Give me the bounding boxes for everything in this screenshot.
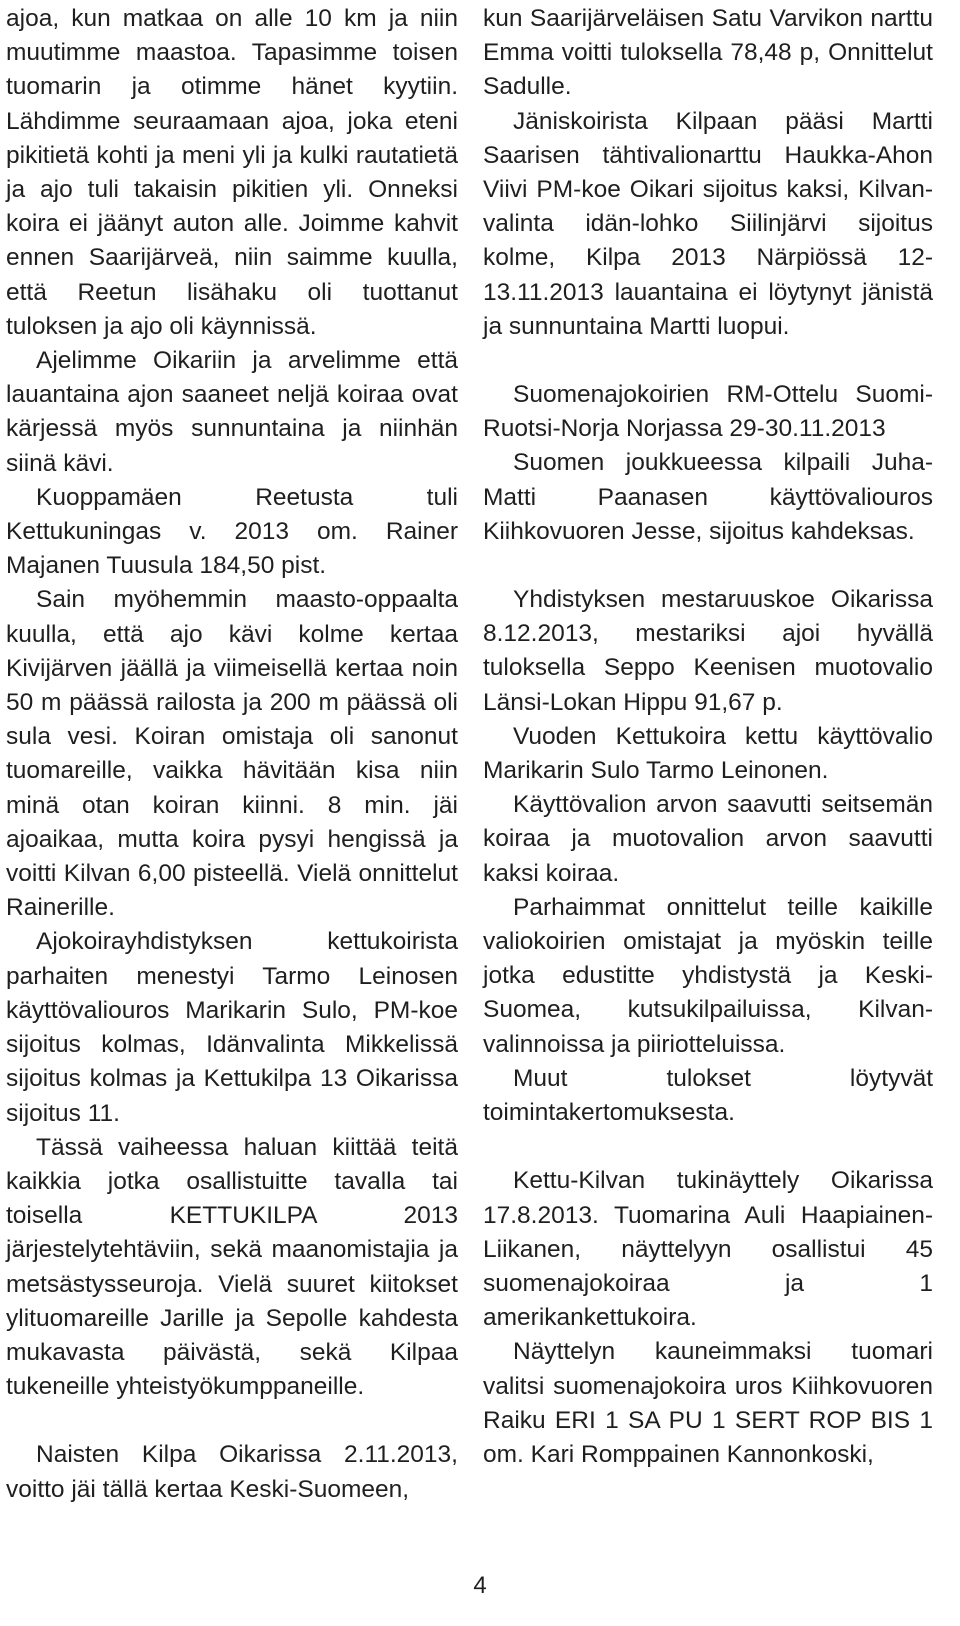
paragraph: Tässä vaiheessa haluan kiittää teitä kaikkia jotka osallistuitte tavalla tai toisella KETTUKILPA 2013 järjestelytehtäviin, sekä maanomistajia ja metsästysseuroja. Vielä suuret kiitokset ylituomareille Jarille ja Sepolle kahdesta mukavasta päivästä, sekä Kilpaa tukeneille yhteistyökumppaneille. (6, 1133, 458, 1401)
paragraph: kun Saarijärveläisen Satu Varvikon narttu Emma voitti tuloksella 78,48 p, Onnittelut Sadulle. (483, 5, 933, 101)
paragraph: Ajokoirayhdistyksen kettukoirista parhaiten menestyi Tarmo Leinosen käyttövaliouros Marikarin Sulo, PM-koe sijoitus kolmas, Idänvalinta Mikkelissä sijoitus kolmas ja Kettukilpa 13 Oikarissa sijoitus 11. (6, 928, 458, 1127)
section-heading: Suomenajokoirien RM-Ottelu Suomi-Ruotsi-Norja Norjassa 29-30.11.2013 (483, 381, 933, 443)
paragraph: Sain myöhemmin maasto-oppaalta kuulla, että ajo kävi kolme kertaa Kivijärven jäällä ja viimeisellä kertaa noin 50 m päässä railosta ja 200 m päässä oli sula vesi. Koiran omistaja oli sanonut tuomareille, vaikka hävitään kisa niin minä otan koiran kiinni. 8 min. jäi ajoaikaa, mutta koira pysyi hengissä ja voitti Kilvan 6,00 pisteellä. Vielä onnittelut Rainerille. (6, 586, 458, 922)
right-column (483, 2, 933, 1472)
paragraph: Suomen joukkueessa kilpaili Juha-Matti Paanasen käyttövaliouros Kiihkovuoren Jesse, sijoitus kahdeksas. (483, 449, 933, 545)
paragraph: Muut tulokset löytyvät toimintakertomuksesta. (483, 1064, 933, 1127)
paragraph: Käyttövalion arvon saavutti seitsemän koiraa ja muotovalion arvon saavutti kaksi koiraa. (483, 791, 933, 887)
paragraph: ajoa, kun matkaa on alle 10 km ja niin muutimme maastoa. Tapasimme toisen tuomarin ja otimme hänet kyytiin. Lähdimme seuraamaan ajoa, joka eteni pikitietä kohti ja meni yli ja kulki rautatietä ja ajo tuli takaisin pikitien yli. Onneksi koira ei jäänyt auton alle. Joimme kahvit ennen Saarijärveä, niin saimme kuulla, että Reetun lisähaku oli tuottanut tuloksen ja ajo oli käynnissä. (6, 5, 458, 340)
left-column (6, 2, 458, 1507)
paragraph: Yhdistyksen mestaruuskoe Oikarissa 8.12.2013, mestariksi ajoi hyvällä tuloksella Seppo Keenisen muotovalio Länsi-Lokan Hippu 91,67 p. (483, 586, 933, 716)
paragraph: Kettu-Kilvan tukinäyttely Oikarissa 17.8.2013. Tuomarina Auli Haapiainen-Liikanen, näyttelyyn osallistui 45 suomenajokoiraa ja 1 amerikankettukoira. (483, 1167, 933, 1332)
paragraph: Ajelimme Oikariin ja arvelimme että lauantaina ajon saaneet neljä koiraa ovat kärjessä myös sunnuntaina ja niinhän siinä kävi. (6, 347, 458, 477)
paragraph: Parhaimmat onnittelut teille kaikille valiokoirien omistajat ja myöskin teille jotka edustitte yhdistystä ja Keski-Suomea, kutsukilpailuissa, Kilvan-valinnoissa ja piiriotteluissa. (483, 893, 933, 1058)
paragraph: Kuoppamäen Reetusta tuli Kettukuningas v. 2013 om. Rainer Majanen Tuusula 184,50 pist. (6, 483, 458, 580)
paragraph: Näyttelyn kauneimmaksi tuomari valitsi suomenajokoira uros Kiihkovuoren Raiku ERI 1 SA PU 1 SERT ROP BIS 1 om. Kari Romppainen Kannonkoski, (483, 1338, 933, 1468)
page-number: 4 (473, 1572, 487, 1599)
paragraph: Naisten Kilpa Oikarissa 2.11.2013, voitto jäi tällä kertaa Keski-Suomeen, (6, 1441, 458, 1503)
paragraph: Vuoden Kettukoira kettu käyttövalio Marikarin Sulo Tarmo Leinonen. (483, 722, 933, 785)
paragraph: Jäniskoirista Kilpaan pääsi Martti Saarisen tähtivalionarttu Haukka-Ahon Viivi PM-koe Oikari sijoitus kaksi, Kilvan-valinta idän-lohko Siilinjärvi sijoitus kolme, Kilpa 2013 Närpiössä 12-13.11.2013 lauantaina ei löytynyt jänistä ja sunnuntaina Martti luopui. (483, 107, 933, 340)
